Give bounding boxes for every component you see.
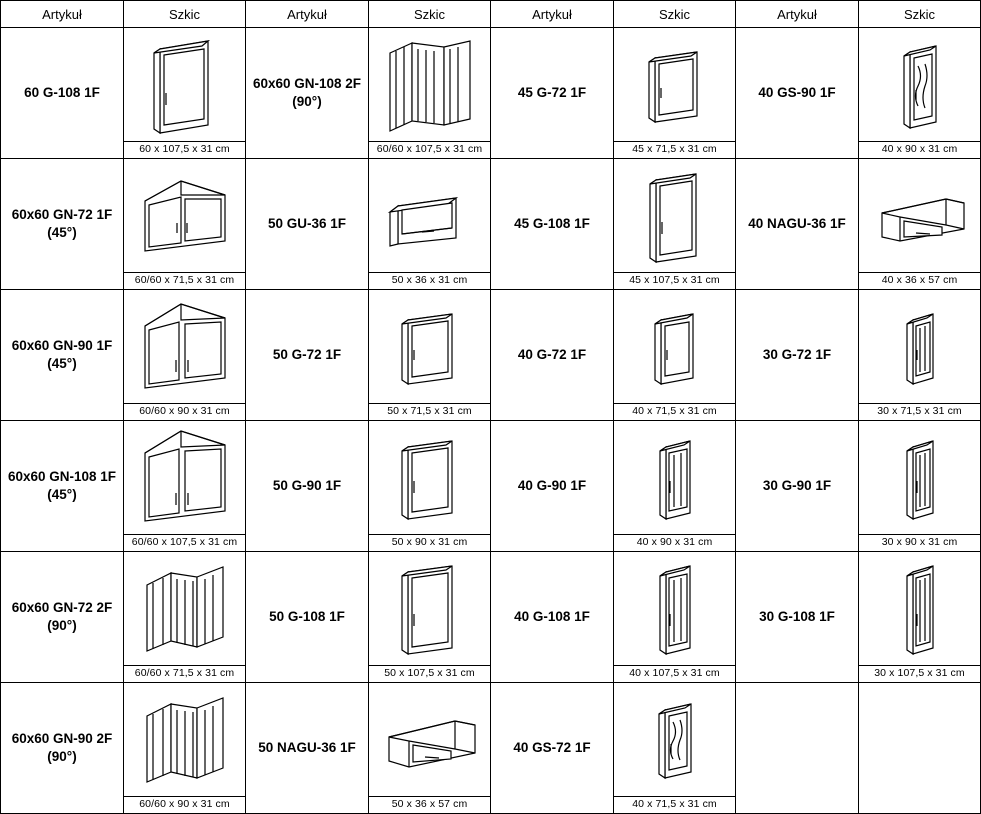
cabinet-corner-45-icon <box>124 159 245 272</box>
sketch-cell <box>614 683 736 814</box>
article-code: 40 G-90 1F <box>491 421 614 552</box>
column-header-article-3: Artykuł <box>491 1 614 28</box>
article-code: 60 G-108 1F <box>1 28 124 159</box>
empty-cell-sketch <box>859 683 981 814</box>
dimension-label: 60/60 x 90 x 31 cm <box>124 403 245 420</box>
dimension-label: 60/60 x 107,5 x 31 cm <box>124 534 245 551</box>
sketch-cell <box>124 683 246 814</box>
sketch-cell <box>859 552 981 683</box>
article-code: 60x60 GN-72 1F (45°) <box>1 159 124 290</box>
article-code: 45 G-72 1F <box>491 28 614 159</box>
dimension-label: 30 x 90 x 31 cm <box>859 534 980 551</box>
column-header-sketch-2: Szkic <box>369 1 491 28</box>
cabinet-corner-45-tall-icon <box>124 421 245 534</box>
dimension-label: 60 x 107,5 x 31 cm <box>124 141 245 158</box>
sketch-cell <box>124 552 246 683</box>
table-row <box>1 159 981 290</box>
table-row <box>1 683 981 814</box>
cabinet-corner-90-tall-icon <box>369 28 490 141</box>
sketch-cell <box>614 159 736 290</box>
sketch-cell <box>369 683 491 814</box>
sketch-cell <box>124 28 246 159</box>
article-code: 60x60 GN-90 2F (90°) <box>1 683 124 814</box>
sketch-cell <box>614 290 736 421</box>
column-header-article-4: Artykuł <box>736 1 859 28</box>
sketch-cell <box>369 552 491 683</box>
cabinet-lift-up-icon <box>369 159 490 272</box>
dimension-label: 60/60 x 71,5 x 31 cm <box>124 665 245 682</box>
dimension-label: 40 x 71,5 x 31 cm <box>614 403 735 420</box>
cabinet-single-door-icon <box>614 159 735 272</box>
article-code: 45 G-108 1F <box>491 159 614 290</box>
dimension-label: 40 x 71,5 x 31 cm <box>614 796 735 813</box>
article-code: 30 G-72 1F <box>736 290 859 421</box>
dimension-label: 40 x 36 x 57 cm <box>859 272 980 289</box>
column-header-sketch-4: Szkic <box>859 1 981 28</box>
sketch-cell <box>614 421 736 552</box>
table-row <box>1 28 981 159</box>
cabinet-narrow-door-icon <box>614 421 735 534</box>
sketch-cell <box>614 28 736 159</box>
sketch-cell <box>124 159 246 290</box>
sketch-cell <box>859 159 981 290</box>
dimension-label: 50 x 71,5 x 31 cm <box>369 403 490 420</box>
dimension-label: 30 x 71,5 x 31 cm <box>859 403 980 420</box>
article-code: 60x60 GN-108 2F (90°) <box>246 28 369 159</box>
dimension-label: 50 x 36 x 57 cm <box>369 796 490 813</box>
article-code: 60x60 GN-72 2F (90°) <box>1 552 124 683</box>
article-code: 60x60 GN-90 1F (45°) <box>1 290 124 421</box>
dimension-label: 50 x 90 x 31 cm <box>369 534 490 551</box>
article-code: 40 GS-90 1F <box>736 28 859 159</box>
dimension-label: 50 x 36 x 31 cm <box>369 272 490 289</box>
table-row <box>1 290 981 421</box>
dimension-label: 60/60 x 107,5 x 31 cm <box>369 141 490 158</box>
table-row <box>1 552 981 683</box>
dimension-label: 40 x 90 x 31 cm <box>859 141 980 158</box>
cabinet-single-door-icon <box>369 421 490 534</box>
sketch-cell <box>124 421 246 552</box>
article-code: 30 G-90 1F <box>736 421 859 552</box>
article-code: 50 G-72 1F <box>246 290 369 421</box>
sketch-cell <box>859 421 981 552</box>
sketch-cell <box>614 552 736 683</box>
article-code: 50 G-108 1F <box>246 552 369 683</box>
cabinet-narrow-door-icon <box>614 552 735 665</box>
cabinet-single-door-icon <box>369 552 490 665</box>
cabinet-single-door-icon <box>369 290 490 403</box>
article-code: 40 GS-72 1F <box>491 683 614 814</box>
cabinet-single-door-icon <box>124 28 245 141</box>
dimension-label: 40 x 90 x 31 cm <box>614 534 735 551</box>
cabinet-narrow-door-icon <box>859 552 980 665</box>
sketch-cell <box>369 28 491 159</box>
table-row <box>1 421 981 552</box>
cabinet-narrow-door-icon <box>859 290 980 403</box>
article-code: 40 NAGU-36 1F <box>736 159 859 290</box>
article-code: 40 G-72 1F <box>491 290 614 421</box>
sketch-cell <box>369 290 491 421</box>
cabinet-narrow-door-icon <box>859 421 980 534</box>
cabinet-corner-90-icon <box>124 552 245 665</box>
column-header-sketch-1: Szkic <box>124 1 246 28</box>
sketch-cell <box>859 290 981 421</box>
cabinet-hood-deep-icon <box>369 683 490 796</box>
cabinet-glass-door-icon <box>859 28 980 141</box>
cabinet-glass-door-icon <box>614 683 735 796</box>
sketch-cell <box>859 28 981 159</box>
cabinet-single-door-icon <box>614 290 735 403</box>
dimension-label: 30 x 107,5 x 31 cm <box>859 665 980 682</box>
dimension-label: 60/60 x 90 x 31 cm <box>124 796 245 813</box>
column-header-article-1: Artykuł <box>1 1 124 28</box>
sketch-cell <box>124 290 246 421</box>
article-code: 40 G-108 1F <box>491 552 614 683</box>
column-header-sketch-3: Szkic <box>614 1 736 28</box>
article-code: 30 G-108 1F <box>736 552 859 683</box>
cabinet-single-door-icon <box>614 28 735 141</box>
table-header-row <box>1 1 981 28</box>
dimension-label: 60/60 x 71,5 x 31 cm <box>124 272 245 289</box>
empty-cell-article <box>736 683 859 814</box>
article-code: 60x60 GN-108 1F (45°) <box>1 421 124 552</box>
dimension-label: 40 x 107,5 x 31 cm <box>614 665 735 682</box>
dimension-label: 45 x 71,5 x 31 cm <box>614 141 735 158</box>
article-code: 50 GU-36 1F <box>246 159 369 290</box>
cabinet-corner-90-icon <box>124 683 245 796</box>
dimension-label: 45 x 107,5 x 31 cm <box>614 272 735 289</box>
column-header-article-2: Artykuł <box>246 1 369 28</box>
sketch-cell <box>369 159 491 290</box>
sketch-cell <box>369 421 491 552</box>
dimension-label: 50 x 107,5 x 31 cm <box>369 665 490 682</box>
cabinet-corner-45-icon <box>124 290 245 403</box>
article-code: 50 NAGU-36 1F <box>246 683 369 814</box>
cabinet-hood-deep-icon <box>859 159 980 272</box>
article-code: 50 G-90 1F <box>246 421 369 552</box>
